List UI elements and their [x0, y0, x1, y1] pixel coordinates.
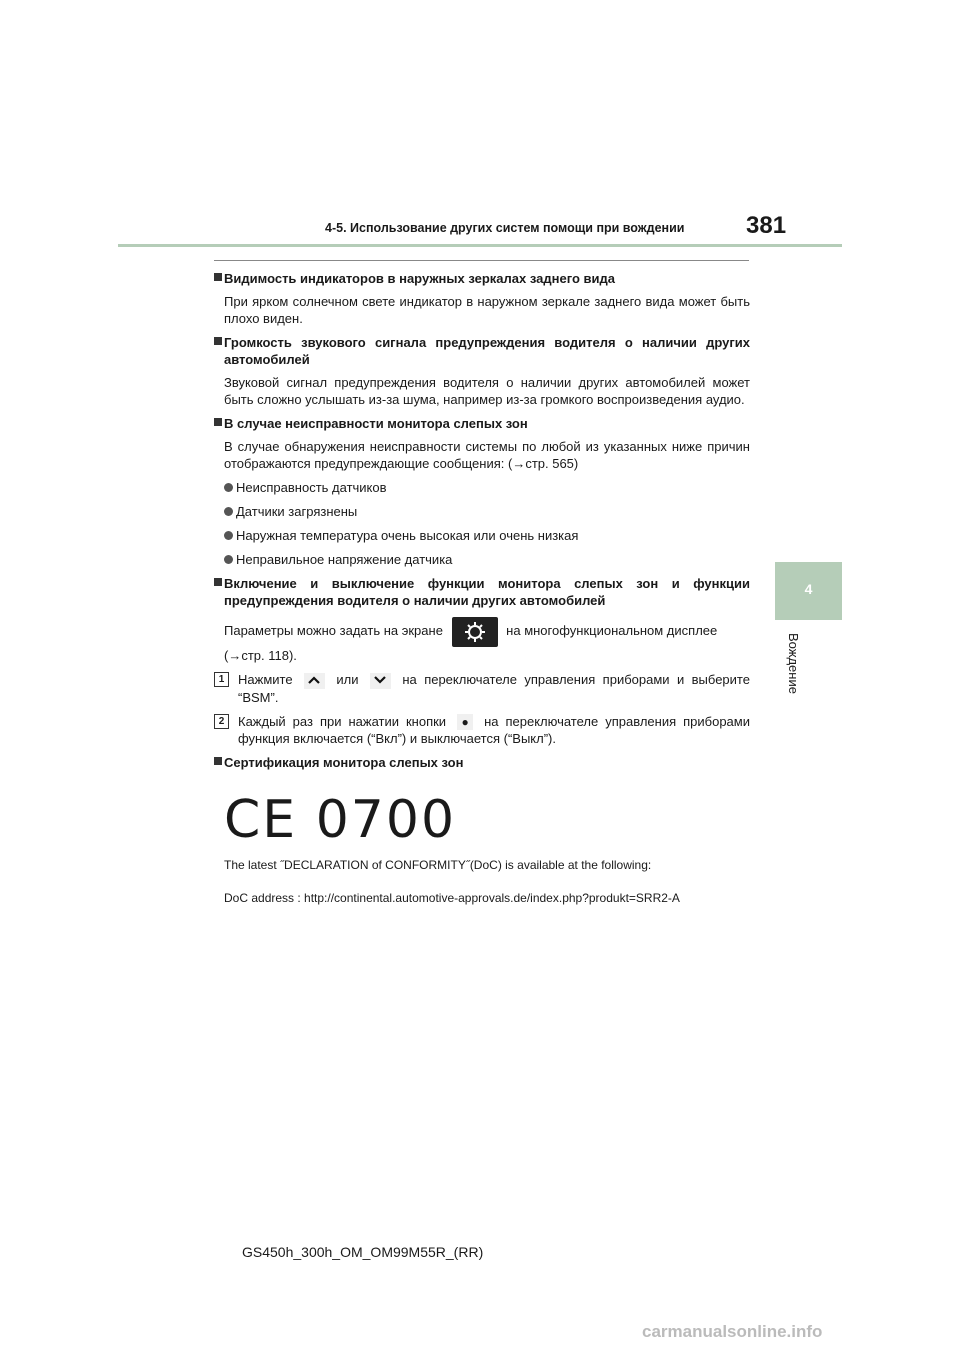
- list-item: [224, 527, 750, 544]
- square-bullet-icon: [214, 578, 222, 586]
- ce-certification-mark: [224, 790, 456, 850]
- doc-address: DoC address : http://continental.automotive-approvals.de/index.php?produkt=SRR2-A: [224, 891, 680, 905]
- heading-text: Включение и выключение функции монитора слепых зон и функции предупреждения водителя о наличии других автомобилей: [224, 576, 750, 608]
- gear-icon: [452, 617, 498, 647]
- chapter-tab-label: Вождение: [786, 633, 801, 694]
- text: Параметры можно задать на экране: [224, 623, 443, 638]
- paragraph: В случае обнаружения неисправности системы по любой из указанных ниже причин отображаются предупреждающие сообщения: (→стр. 565): [224, 439, 750, 471]
- square-bullet-icon: [214, 337, 222, 345]
- header-rule: [118, 244, 842, 247]
- text: на переключателе управления приборами функция включается (“Вкл”) и выключается (“Выкл”).: [238, 713, 750, 747]
- heading-text: Сертификация монитора слепых зон: [224, 755, 464, 771]
- step-number: 1: [214, 672, 229, 687]
- doc-statement: The latest ˝DECLARATION of CONFORMITY˝(DoC) is available at the following:: [224, 858, 652, 872]
- text: Каждый раз при нажатии кнопки: [238, 713, 447, 729]
- text: или: [336, 672, 359, 687]
- circle-bullet-icon: [224, 531, 233, 540]
- text: на многофункциональном дисплее: [506, 623, 718, 638]
- content-top-rule: [214, 260, 749, 261]
- step-2: [214, 713, 750, 748]
- square-bullet-icon: [214, 273, 222, 281]
- square-bullet-icon: [214, 418, 222, 426]
- heading-text: В случае неисправности монитора слепых зон: [224, 416, 528, 431]
- chapter-tab-label-wrap: [783, 633, 803, 703]
- paragraph: Звуковой сигнал предупреждения водителя о наличии других автомобилей может быть сложно услышать из-за шума, например из-за громкого воспроизведения аудио.: [224, 375, 750, 407]
- section-heading-toggle: [214, 575, 750, 609]
- circle-bullet-icon: [224, 483, 233, 492]
- ce-mark-text: CE 0700: [224, 790, 457, 850]
- paragraph: (→стр. 118).: [224, 648, 297, 663]
- list-item: [224, 551, 750, 568]
- watermark: carmanualsonline.info: [642, 1322, 823, 1341]
- ok-button-icon: ●: [457, 714, 473, 730]
- list-item: [224, 479, 750, 496]
- paragraph: [224, 615, 750, 647]
- footer-code: GS450h_300h_OM_OM99M55R_(RR): [242, 1244, 484, 1260]
- text: на переключателе управления приборами и выберите “BSM”.: [238, 672, 750, 705]
- list-item: [224, 503, 750, 520]
- step-number: 2: [214, 714, 229, 729]
- heading-text: Громкость звукового сигнала предупреждения водителя о наличии других автомобилей: [224, 335, 750, 367]
- list-item-text: Неисправность датчиков: [236, 480, 387, 495]
- list-item-text: Неправильное напряжение датчика: [236, 552, 453, 567]
- circle-bullet-icon: [224, 507, 233, 516]
- step-1: [214, 671, 750, 706]
- section-heading-warning-volume: [214, 334, 750, 368]
- chevron-down-icon: [370, 673, 391, 689]
- chapter-tab[interactable]: [775, 562, 842, 620]
- chevron-up-icon: [304, 673, 325, 689]
- page-number: 381: [746, 212, 787, 239]
- section-heading-mirror-visibility: [214, 270, 750, 287]
- section-heading-certification: [214, 754, 750, 771]
- text: Нажмите: [238, 672, 293, 687]
- section-heading-malfunction: [214, 415, 750, 432]
- page-content: [214, 270, 750, 777]
- chapter-tab-number: 4: [804, 581, 813, 597]
- list-item-text: Датчики загрязнены: [236, 504, 358, 519]
- chapter-title: 4-5. Использование других систем помощи при вождении: [325, 221, 685, 235]
- square-bullet-icon: [214, 757, 222, 765]
- heading-text: Видимость индикаторов в наружных зеркалах заднего вида: [224, 271, 615, 286]
- paragraph: При ярком солнечном свете индикатор в наружном зеркале заднего вида может быть плохо виден.: [224, 294, 750, 326]
- list-item-text: Наружная температура очень высокая или очень низкая: [236, 528, 579, 543]
- circle-bullet-icon: [224, 555, 233, 564]
